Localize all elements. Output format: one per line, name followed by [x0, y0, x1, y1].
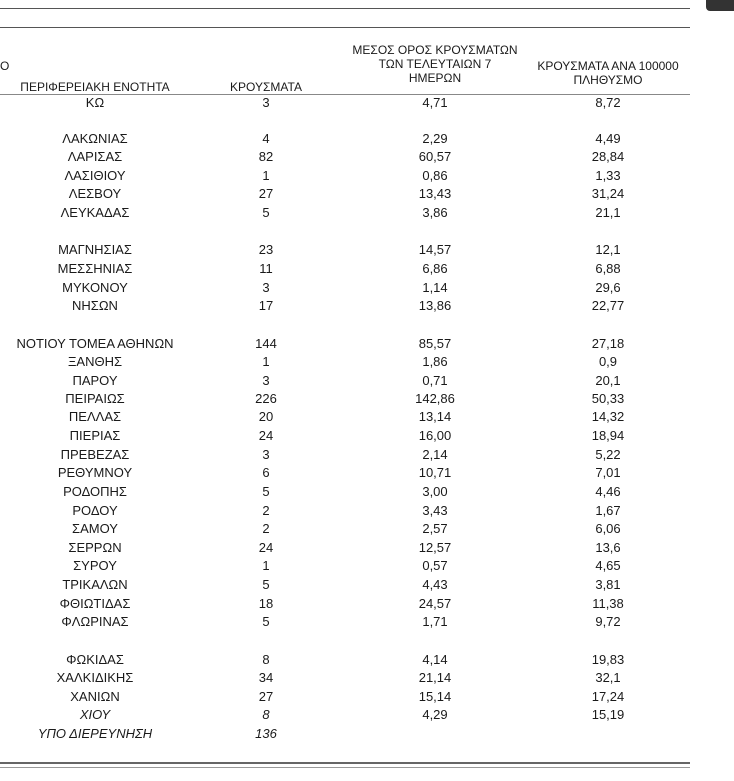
cell-per100k: 6,06: [595, 521, 621, 536]
cell-avg7: 4,43: [422, 577, 448, 592]
cell-per100k: 7,01: [595, 465, 621, 480]
cell-cases: 3: [262, 447, 270, 462]
cell-region: ΡΟΔΟΥ: [72, 503, 118, 518]
table-row: [0, 446, 690, 464]
cell-avg7: 6,86: [422, 261, 448, 276]
table-row: [0, 669, 690, 687]
cell-per100k: 18,94: [591, 428, 625, 443]
window-corner-tab: [706, 0, 734, 11]
cell-cases: 5: [262, 205, 270, 220]
cell-avg7: 1,71: [422, 614, 448, 629]
cell-per100k: 28,84: [591, 149, 625, 164]
cell-per100k: 4,65: [595, 558, 621, 573]
table-row: [0, 390, 690, 408]
cell-region: ΣΑΜΟΥ: [72, 521, 118, 536]
cell-per100k: 9,72: [595, 614, 621, 629]
cell-cases: 1: [262, 354, 270, 369]
table-row: [0, 260, 690, 278]
cell-avg7: 4,14: [422, 652, 448, 667]
table-row: [0, 148, 690, 166]
cell-per100k: 11,38: [592, 596, 624, 611]
cell-avg7: 10,71: [418, 465, 452, 480]
header-avg7: [345, 43, 525, 85]
table-row: [0, 408, 690, 426]
header-region: ΠΕΡΙΦΕΡΕΙΑΚΗ ΕΝΟΤΗΤΑ: [20, 80, 170, 94]
table-row: [0, 520, 690, 538]
cell-avg7: 14,57: [418, 242, 452, 257]
cell-cases: 226: [255, 391, 277, 406]
cell-avg7: 0,86: [422, 168, 448, 183]
table-row: [0, 167, 690, 185]
cell-region: ΦΩΚΙΔΑΣ: [66, 652, 124, 667]
cell-per100k: 4,46: [595, 484, 621, 499]
header-per100k: [518, 59, 698, 87]
cell-avg7: 2,57: [422, 521, 448, 536]
cell-per100k: 31,24: [591, 186, 625, 201]
table-row: [0, 595, 690, 613]
cell-region: ΣΥΡΟΥ: [73, 558, 117, 573]
header-avg7-line2: ΤΩΝ ΤΕΛΕΥΤΑΙΩΝ 7: [378, 57, 492, 71]
cell-avg7: 1,14: [422, 280, 448, 295]
cell-avg7: 13,86: [418, 298, 452, 313]
cell-avg7: 4,29: [422, 707, 448, 722]
cell-per100k: 3,81: [595, 577, 621, 592]
table-row: [0, 502, 690, 520]
header-avg7-line1: ΜΕΣΟΣ ΟΡΟΣ ΚΡΟΥΣΜΑΤΩΝ: [352, 43, 518, 57]
cell-region: ΧΑΛΚΙΔΙΚΗΣ: [56, 670, 134, 685]
header-avg7-line3: ΗΜΕΡΩΝ: [408, 71, 462, 85]
cell-avg7: 24,57: [418, 596, 452, 611]
table-row: [0, 557, 690, 575]
cell-per100k: 50,33: [591, 391, 625, 406]
cell-avg7: 21,14: [418, 670, 452, 685]
cell-avg7: 1,86: [422, 354, 448, 369]
cell-cases: 24: [258, 540, 274, 555]
cell-avg7: 13,14: [418, 409, 452, 424]
cell-cases: 24: [258, 428, 274, 443]
cell-per100k: 27,18: [591, 336, 625, 351]
cell-avg7: 15,14: [418, 689, 452, 704]
table-row: [0, 576, 690, 594]
cell-avg7: 2,29: [422, 131, 448, 146]
table-row: [0, 651, 690, 669]
cell-cases: 2: [262, 521, 270, 536]
cell-cases: 8: [262, 652, 270, 667]
cell-cases: 27: [258, 689, 274, 704]
cell-avg7: 12,57: [418, 540, 452, 555]
table-row: [0, 353, 690, 371]
cell-per100k: 29,6: [595, 280, 621, 295]
cell-avg7: 4,71: [422, 95, 448, 110]
cell-region: ΧΙΟΥ: [79, 707, 111, 722]
table-row: [0, 130, 690, 148]
cell-per100k: 14,32: [591, 409, 625, 424]
cell-avg7: 3,86: [422, 205, 448, 220]
cell-per100k: 4,49: [595, 131, 621, 146]
cell-region: ΠΡΕΒΕΖΑΣ: [60, 447, 130, 462]
table-row: [0, 483, 690, 501]
header-cases: ΚΡΟΥΣΜΑΤΑ: [230, 80, 302, 94]
cell-per100k: 15,19: [591, 707, 625, 722]
cell-region: ΠΑΡΟΥ: [72, 373, 118, 388]
table-row: [0, 427, 690, 445]
cell-per100k: 21,1: [595, 205, 621, 220]
header-top-rule: [0, 27, 690, 28]
cell-cases: 5: [262, 577, 270, 592]
cell-cases: 5: [262, 484, 270, 499]
cell-region: ΛΕΥΚΑΔΑΣ: [60, 205, 130, 220]
cell-cases: 4: [262, 131, 270, 146]
cell-cases: 5: [262, 614, 270, 629]
cell-region: ΦΘΙΩΤΙΔΑΣ: [59, 596, 131, 611]
cell-per100k: 1,67: [595, 503, 621, 518]
table-row: [0, 335, 690, 353]
cell-cases: 2: [262, 503, 270, 518]
table-row: [0, 185, 690, 203]
cell-region: ΡΕΘΥΜΝΟΥ: [57, 465, 133, 480]
cell-avg7: 3,00: [422, 484, 448, 499]
cell-cases: 8: [262, 707, 270, 722]
cell-avg7: 13,43: [418, 186, 452, 201]
cell-per100k: 20,1: [595, 373, 621, 388]
cell-per100k: 1,33: [595, 168, 621, 183]
cell-per100k: 8,72: [595, 95, 621, 110]
table-row: [0, 706, 690, 724]
cell-region: ΥΠΟ ΔΙΕΡΕΥΝΗΣΗ: [37, 726, 153, 741]
cell-cases: 136: [255, 726, 277, 741]
cell-region: ΝΗΣΩΝ: [72, 298, 118, 313]
cell-region: ΜΕΣΣΗΝΙΑΣ: [57, 261, 133, 276]
cell-region: ΛΑΣΙΘΙΟΥ: [64, 168, 126, 183]
cell-region: ΜΥΚΟΝΟΥ: [62, 280, 128, 295]
cell-per100k: 22,77: [591, 298, 625, 313]
cell-cases: 82: [258, 149, 274, 164]
cell-avg7: 60,57: [418, 149, 452, 164]
cell-avg7: 0,57: [422, 558, 448, 573]
cell-region: ΤΡΙΚΑΛΩΝ: [62, 577, 128, 592]
table-row: [0, 464, 690, 482]
cell-avg7: 2,14: [422, 447, 448, 462]
header-per100k-line2: ΠΛΗΘΥΣΜΟ: [573, 73, 643, 87]
cell-per100k: 0,9: [598, 354, 618, 369]
cell-cases: 20: [258, 409, 274, 424]
cell-region: ΧΑΝΙΩΝ: [70, 689, 120, 704]
cell-region: ΝΟΤΙΟΥ ΤΟΜΕΑ ΑΘΗΝΩΝ: [16, 336, 174, 351]
cell-per100k: 32,1: [595, 670, 621, 685]
cell-per100k: 13,6: [595, 540, 621, 555]
cell-cases: 144: [255, 336, 277, 351]
cell-cases: 6: [262, 465, 270, 480]
cell-avg7: 85,57: [418, 336, 452, 351]
table-row: [0, 241, 690, 259]
header-per100k-line1: ΚΡΟΥΣΜΑΤΑ ΑΝΑ 100000: [537, 59, 679, 73]
cell-per100k: 19,83: [591, 652, 625, 667]
cell-region: ΚΩ: [85, 95, 105, 110]
cell-cases: 34: [258, 670, 274, 685]
cell-per100k: 6,88: [595, 261, 621, 276]
table-row: [0, 613, 690, 631]
cell-region: ΡΟΔΟΠΗΣ: [63, 484, 127, 499]
cell-region: ΛΑΡΙΣΑΣ: [67, 149, 123, 164]
cell-region: ΛΕΣΒΟΥ: [68, 186, 122, 201]
cell-region: ΜΑΓΝΗΣΙΑΣ: [58, 242, 132, 257]
table-row: [0, 688, 690, 706]
cell-per100k: 12,1: [595, 242, 621, 257]
cell-region: ΛΑΚΩΝΙΑΣ: [62, 131, 128, 146]
table-row: [0, 725, 690, 743]
top-rule: [0, 8, 690, 9]
cell-region: ΠΕΙΡΑΙΩΣ: [65, 391, 125, 406]
cell-region: ΠΙΕΡΙΑΣ: [69, 428, 121, 443]
cell-region: ΞΑΝΘΗΣ: [67, 354, 123, 369]
cell-region: ΦΛΩΡΙΝΑΣ: [61, 614, 129, 629]
table-row: [0, 539, 690, 557]
truncated-header-stub: Ο: [0, 59, 10, 73]
cell-per100k: 17,24: [591, 689, 625, 704]
cell-region: ΣΕΡΡΩΝ: [68, 540, 122, 555]
bottom-rule: [0, 762, 690, 764]
table-row: [0, 372, 690, 390]
table-row: [0, 279, 690, 297]
cell-cases: 3: [262, 95, 270, 110]
bottom-rule-secondary: [0, 767, 690, 768]
cell-avg7: 3,43: [422, 503, 448, 518]
cell-cases: 1: [262, 558, 270, 573]
cell-cases: 3: [262, 373, 270, 388]
cell-per100k: 5,22: [595, 447, 621, 462]
cell-cases: 27: [258, 186, 274, 201]
table-row: [0, 204, 690, 222]
cell-cases: 18: [258, 596, 274, 611]
cell-cases: 23: [258, 242, 274, 257]
table-row: [0, 94, 690, 112]
table-row: [0, 297, 690, 315]
cell-region: ΠΕΛΛΑΣ: [68, 409, 122, 424]
cell-cases: 3: [262, 280, 270, 295]
cell-cases: 1: [262, 168, 270, 183]
cell-cases: 11: [259, 261, 273, 276]
cell-cases: 17: [258, 298, 274, 313]
cell-avg7: 16,00: [418, 428, 452, 443]
cell-avg7: 0,71: [422, 373, 448, 388]
cell-avg7: 142,86: [415, 391, 455, 406]
